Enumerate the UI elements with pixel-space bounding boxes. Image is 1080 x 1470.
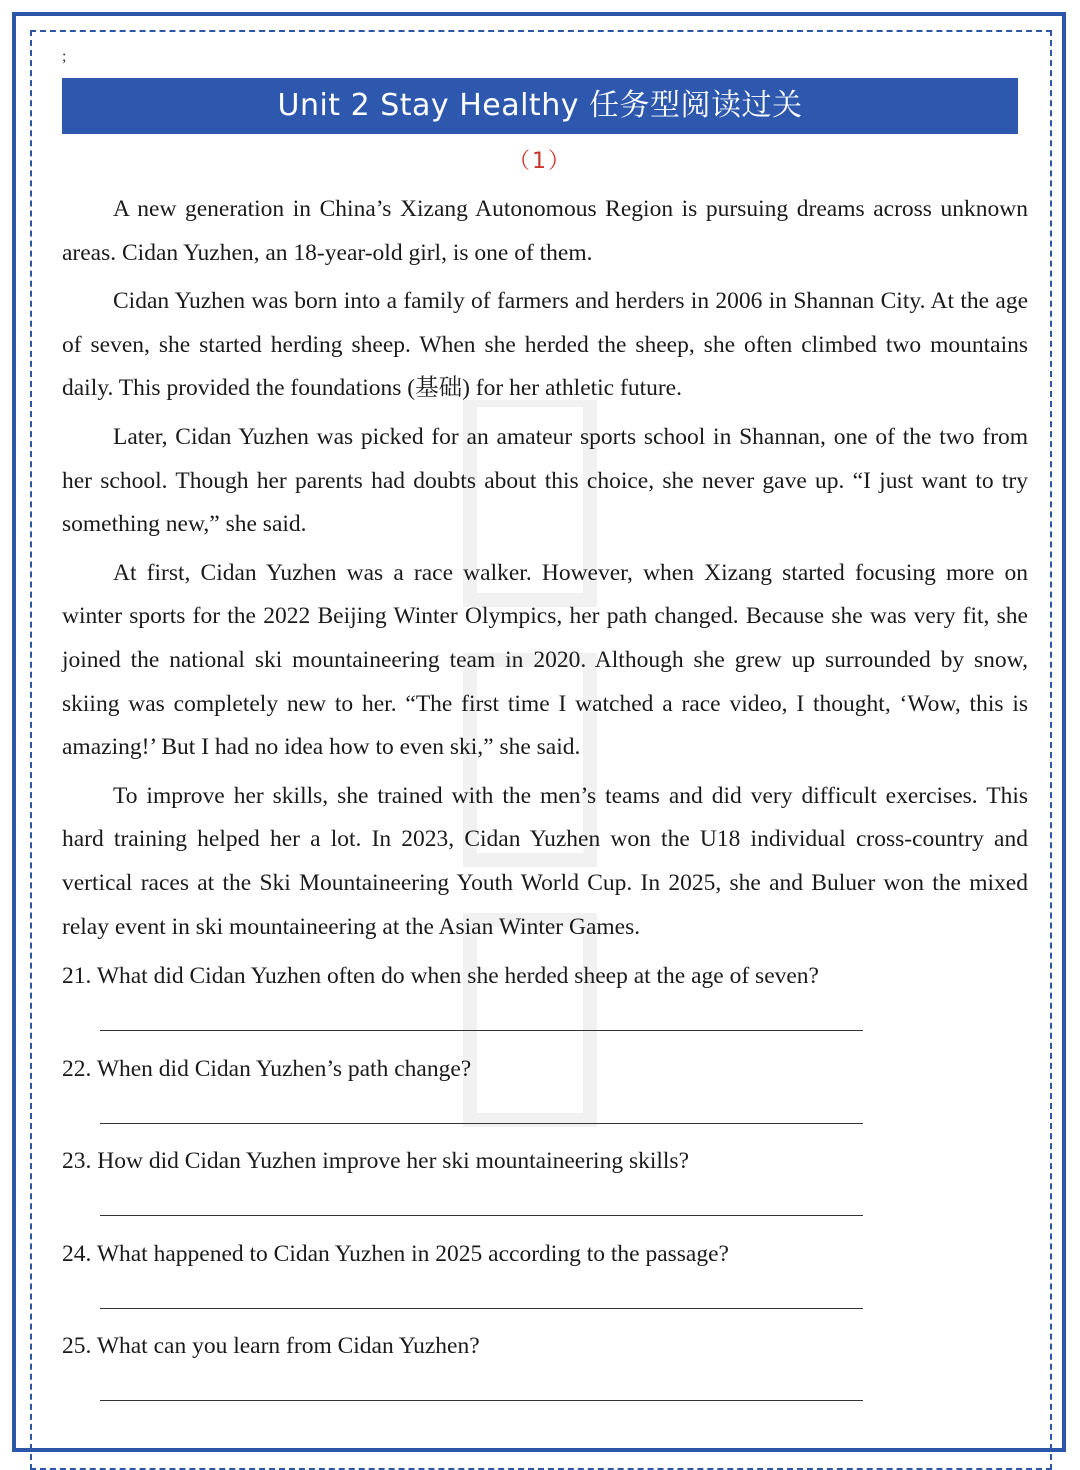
answer-line[interactable] — [100, 1123, 863, 1124]
question-text: 23. How did Cidan Yuzhen improve her ski mountaineering skills? — [62, 1148, 689, 1174]
paragraph-3: Later, Cidan Yuzhen was picked for an amateur sports school in Shannan, one of the two from her school. Though her parents had doubts about this choice, she never gave up. “I just want to try something new,” she said. — [62, 423, 1028, 538]
paragraph-5: To improve her skills, she trained with the men’s teams and did very difficult exercises. This hard training helped her a lot. In 2023, Cidan Yuzhen won the U18 individual cross-country and vertical races at the Ski Mountaineering Youth World Cup. In 2025, she and Buluer won the mixed relay event in ski mountaineering at the Asian Winter Games. — [62, 782, 1028, 940]
reading-passage — [62, 188, 1028, 954]
question-text: 22. When did Cidan Yuzhen’s path change? — [62, 1055, 472, 1082]
question-23 — [62, 1140, 1028, 1233]
question-text: 21. What did Cidan Yuzhen often do when she herded sheep at the age of seven? — [62, 963, 819, 989]
paragraph-2: Cidan Yuzhen was born into a family of farmers and herders in 2006 in Shannan City. At the age of seven, she started herding sheep. When she herded the sheep, she often climbed two mountains daily. This provided the foundations (基础) for her athletic future. — [62, 288, 1028, 402]
answer-line[interactable] — [100, 1030, 863, 1031]
question-22 — [62, 1048, 1028, 1141]
answer-line[interactable] — [100, 1308, 863, 1309]
question-list — [62, 955, 1028, 1418]
question-25 — [62, 1325, 1028, 1418]
paragraph-1: A new generation in China’s Xizang Autonomous Region is pursuing dreams across unknown areas. Cidan Yuzhen, an 18-year-old girl, is one of them. — [62, 196, 1028, 266]
question-24 — [62, 1233, 1028, 1326]
question-21 — [62, 955, 1028, 1048]
question-text: 24. What happened to Cidan Yuzhen in 2025 according to the passage? — [62, 1240, 729, 1267]
part-label: （1） — [508, 149, 572, 174]
answer-line[interactable] — [100, 1215, 863, 1216]
page-title: Unit 2 Stay Healthy 任务型阅读过关 — [62, 78, 1018, 134]
answer-line[interactable] — [100, 1400, 863, 1401]
paragraph-4: At first, Cidan Yuzhen was a race walker. However, when Xizang started focusing more on winter sports for the 2022 Beijing Winter Olympics, her path changed. Because she was very fit, she joined the national ski mountaineering team in 2020. Although she grew up surrounded by snow, skiing was completely new to her. “The first time I watched a race video, I thought, ‘Wow, this is amazing!’ But I had no idea how to even ski,” she said. — [62, 559, 1028, 761]
stray-mark: ; — [62, 48, 67, 65]
question-text: 25. What can you learn from Cidan Yuzhen? — [62, 1333, 480, 1359]
